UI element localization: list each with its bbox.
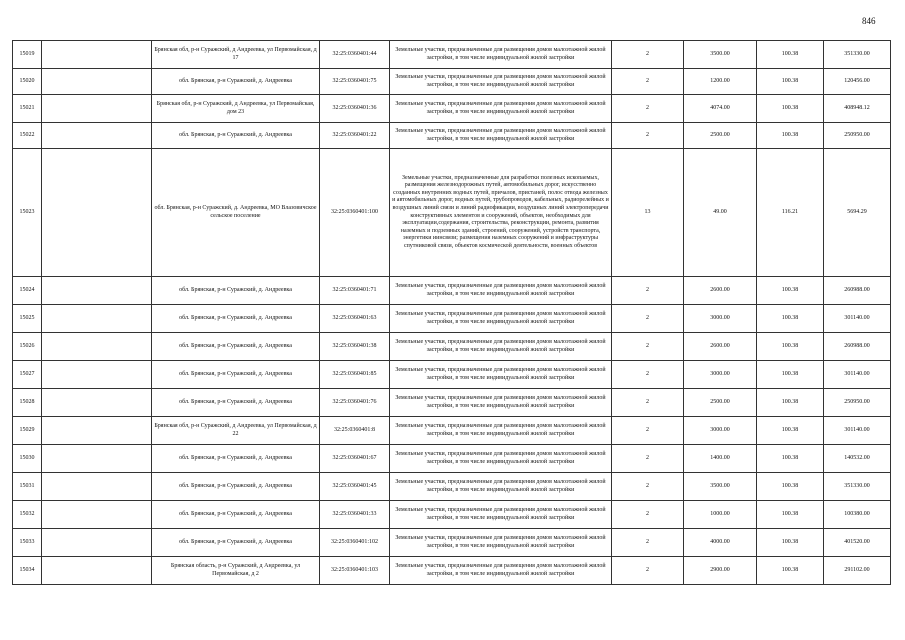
specific-value-cell: 100.38 — [757, 501, 824, 529]
table-row — [13, 445, 891, 473]
address-cell: обл. Брянская, р-н Суражский, д. Андреевка — [152, 389, 320, 417]
cadastral-value-cell: 408948.12 — [824, 95, 891, 123]
specific-value-cell: 116.21 — [757, 149, 824, 277]
cadastral-value-cell: 301140.00 — [824, 305, 891, 333]
cadastral-value-cell: 140532.00 — [824, 445, 891, 473]
specific-value-cell: 100.38 — [757, 445, 824, 473]
empty-cell — [42, 473, 152, 501]
table-row — [13, 95, 891, 123]
address-cell: обл. Брянская, р-н Суражский, д. Андреевка — [152, 277, 320, 305]
group-cell: 2 — [612, 123, 684, 149]
cadastral-number-cell: 32:25:0360401:76 — [320, 389, 390, 417]
land-use-cell: Земельные участки, предназначенные для разработки полезных ископаемых, размещения железнодорожных путей, автомобильных дорог, искусственно созданных внутренних водных путей, причалов, пристаней, полос отвода железных и автомобильных дорог, водных путей, трубопроводов, кабельных, радиорелейных и воздушных линий связи и линий радиофикации, воздушных линий электропередачи конструктивных элементов и сооружений, объектов, необходимых для эксплуатации,содержания, строительства, реконструкции, ремонта, развития наземных и подземных зданий, строений, сооружений, устройств транспорта, энергетики иинсвязи; размещения наземных сооружений и инфраструктуры спутниковой связи, объектов космической деятельности, военных объектов — [390, 149, 612, 277]
specific-value-cell: 100.38 — [757, 389, 824, 417]
specific-value-cell: 100.38 — [757, 41, 824, 69]
cadastral-value-cell: 260988.00 — [824, 277, 891, 305]
table-row — [13, 473, 891, 501]
area-cell: 3500.00 — [684, 41, 757, 69]
row-id-cell: 15019 — [13, 41, 42, 69]
land-use-cell: Земельные участки, предназначенные для размещения домов малоэтажной жилой застройки, в том числе индивидуальной жилой застройки — [390, 557, 612, 585]
row-id-cell: 15030 — [13, 445, 42, 473]
table-row — [13, 389, 891, 417]
area-cell: 2600.00 — [684, 277, 757, 305]
specific-value-cell: 100.38 — [757, 277, 824, 305]
address-cell: обл. Брянская, р-н Суражский, д. Андреевка — [152, 123, 320, 149]
cadastral-number-cell: 32:25:0360401:100 — [320, 149, 390, 277]
group-cell: 2 — [612, 333, 684, 361]
empty-cell — [42, 149, 152, 277]
empty-cell — [42, 305, 152, 333]
cadastral-value-cell: 351330.00 — [824, 473, 891, 501]
area-cell: 2500.00 — [684, 123, 757, 149]
land-use-cell: Земельные участки, предназначенные для размещения домов малоэтажной жилой застройки, в том числе индивидуальной жилой застройки — [390, 389, 612, 417]
cadastral-number-cell: 32:25:0360401:102 — [320, 529, 390, 557]
cadastral-value-cell: 260988.00 — [824, 333, 891, 361]
area-cell: 2600.00 — [684, 333, 757, 361]
empty-cell — [42, 361, 152, 389]
group-cell: 2 — [612, 389, 684, 417]
cadastral-number-cell: 32:25:0360401:75 — [320, 69, 390, 95]
table-row — [13, 557, 891, 585]
address-cell: обл. Брянская, р-н Суражский, д. Андреевка — [152, 305, 320, 333]
cadastral-number-cell: 32:25:0360401:63 — [320, 305, 390, 333]
row-id-cell: 15028 — [13, 389, 42, 417]
empty-cell — [42, 69, 152, 95]
table-row — [13, 501, 891, 529]
cadastral-number-cell: 32:25:0360401:45 — [320, 473, 390, 501]
land-use-cell: Земельные участки, предназначенные для размещения домов малоэтажной жилой застройки, в том числе индивидуальной жилой застройки — [390, 529, 612, 557]
group-cell: 2 — [612, 305, 684, 333]
empty-cell — [42, 333, 152, 361]
empty-cell — [42, 123, 152, 149]
table-row — [13, 417, 891, 445]
empty-cell — [42, 389, 152, 417]
empty-cell — [42, 557, 152, 585]
table-row — [13, 123, 891, 149]
table-row — [13, 41, 891, 69]
group-cell: 2 — [612, 445, 684, 473]
empty-cell — [42, 445, 152, 473]
empty-cell — [42, 277, 152, 305]
address-cell: Брянская обл, р-н Суражский, д Андреевка, ул Первомайская, дом 23 — [152, 95, 320, 123]
address-cell: обл. Брянская, р-н Суражский, д. Андреевка — [152, 473, 320, 501]
land-use-cell: Земельные участки, предназначенные для размещения домов малоэтажной жилой застройки, в том числе индивидуальной жилой застройки — [390, 473, 612, 501]
specific-value-cell: 100.38 — [757, 333, 824, 361]
area-cell: 1400.00 — [684, 445, 757, 473]
cadastral-number-cell: 32:25:0360401:71 — [320, 277, 390, 305]
specific-value-cell: 100.38 — [757, 361, 824, 389]
cadastral-value-table — [12, 40, 891, 585]
row-id-cell: 15033 — [13, 529, 42, 557]
area-cell: 1000.00 — [684, 501, 757, 529]
address-cell: обл. Брянская, р-н Суражский, д. Андреевка — [152, 361, 320, 389]
land-use-cell: Земельные участки, предназначенные для размещения домов малоэтажной жилой застройки, в том числе индивидуальной жилой застройки — [390, 501, 612, 529]
group-cell: 2 — [612, 69, 684, 95]
specific-value-cell: 100.38 — [757, 529, 824, 557]
address-cell: Брянская обл, р-н Суражский, д Андреевка, ул Первомайская, д 17 — [152, 41, 320, 69]
cadastral-number-cell: 32:25:0360401:22 — [320, 123, 390, 149]
area-cell: 3000.00 — [684, 417, 757, 445]
cadastral-value-cell: 5694.29 — [824, 149, 891, 277]
group-cell: 2 — [612, 557, 684, 585]
address-cell: обл. Брянская, р-н Суражский, д. Андреевка — [152, 333, 320, 361]
cadastral-value-cell: 100380.00 — [824, 501, 891, 529]
cadastral-number-cell: 32:25:0360401:38 — [320, 333, 390, 361]
specific-value-cell: 100.38 — [757, 417, 824, 445]
table-body — [13, 41, 891, 585]
page-number: 846 — [862, 16, 876, 26]
row-id-cell: 15024 — [13, 277, 42, 305]
row-id-cell: 15025 — [13, 305, 42, 333]
land-use-cell: Земельные участки, предназначенные для размещения домов малоэтажной жилой застройки, в том числе индивидуальной жилой застройки — [390, 333, 612, 361]
specific-value-cell: 100.38 — [757, 305, 824, 333]
group-cell: 2 — [612, 95, 684, 123]
area-cell: 3000.00 — [684, 361, 757, 389]
cadastral-value-cell: 301140.00 — [824, 361, 891, 389]
row-id-cell: 15026 — [13, 333, 42, 361]
land-use-cell: Земельные участки, предназначенные для размещения домов малоэтажной жилой застройки, в том числе индивидуальной жилой застройки — [390, 69, 612, 95]
group-cell: 2 — [612, 501, 684, 529]
cadastral-value-cell: 120456.00 — [824, 69, 891, 95]
cadastral-value-cell: 250950.00 — [824, 123, 891, 149]
row-id-cell: 15020 — [13, 69, 42, 95]
land-use-cell: Земельные участки, предназначенные для размещения домов малоэтажной жилой застройки, в том числе индивидуальной жилой застройки — [390, 95, 612, 123]
empty-cell — [42, 529, 152, 557]
address-cell: Брянская обл, р-н Суражский, д Андреевка, ул Первомайская, д 22 — [152, 417, 320, 445]
cadastral-number-cell: 32:25:0360401:67 — [320, 445, 390, 473]
table-row — [13, 529, 891, 557]
land-use-cell: Земельные участки, предназначенные для размещения домов малоэтажной жилой застройки, в том числе индивидуальной жилой застройки — [390, 277, 612, 305]
area-cell: 3000.00 — [684, 305, 757, 333]
specific-value-cell: 100.38 — [757, 473, 824, 501]
area-cell: 49.00 — [684, 149, 757, 277]
cadastral-number-cell: 32:25:0360401:33 — [320, 501, 390, 529]
area-cell: 3500.00 — [684, 473, 757, 501]
table-row — [13, 333, 891, 361]
cadastral-number-cell: 32:25:0360401:103 — [320, 557, 390, 585]
land-use-cell: Земельные участки, предназначенные для размещения домов малоэтажной жилой застройки, в том числе индивидуальной жилой застройки — [390, 417, 612, 445]
area-cell: 2900.00 — [684, 557, 757, 585]
row-id-cell: 15022 — [13, 123, 42, 149]
address-cell: обл. Брянская, р-н Суражский, д. Андреевка — [152, 529, 320, 557]
area-cell: 1200.00 — [684, 69, 757, 95]
specific-value-cell: 100.38 — [757, 69, 824, 95]
row-id-cell: 15021 — [13, 95, 42, 123]
table-row — [13, 149, 891, 277]
land-use-cell: Земельные участки, предназначенные для размещения домов малоэтажной жилой застройки, в том числе индивидуальной жилой застройки — [390, 123, 612, 149]
specific-value-cell: 100.38 — [757, 557, 824, 585]
specific-value-cell: 100.38 — [757, 95, 824, 123]
address-cell: обл. Брянская, р-н Суражский, д. Андреевка, МО Влазовичское сельское поселение — [152, 149, 320, 277]
area-cell: 4074.00 — [684, 95, 757, 123]
empty-cell — [42, 501, 152, 529]
area-cell: 4000.00 — [684, 529, 757, 557]
empty-cell — [42, 417, 152, 445]
land-use-cell: Земельные участки, предназначенные для размещения домов малоэтажной жилой застройки, в том числе индивидуальной жилой застройки — [390, 305, 612, 333]
table-row — [13, 69, 891, 95]
group-cell: 2 — [612, 277, 684, 305]
cadastral-value-cell: 250950.00 — [824, 389, 891, 417]
land-use-cell: Земельные участки, предназначенные для размещения домов малоэтажной жилой застройки, в том числе индивидуальной жилой застройки — [390, 361, 612, 389]
cadastral-value-cell: 351330.00 — [824, 41, 891, 69]
table-row — [13, 277, 891, 305]
row-id-cell: 15029 — [13, 417, 42, 445]
row-id-cell: 15034 — [13, 557, 42, 585]
address-cell: обл. Брянская, р-н Суражский, д. Андреевка — [152, 501, 320, 529]
cadastral-number-cell: 32:25:0360401:85 — [320, 361, 390, 389]
group-cell: 2 — [612, 41, 684, 69]
table-row — [13, 361, 891, 389]
row-id-cell: 15032 — [13, 501, 42, 529]
row-id-cell: 15023 — [13, 149, 42, 277]
specific-value-cell: 100.38 — [757, 123, 824, 149]
cadastral-value-cell: 401520.00 — [824, 529, 891, 557]
group-cell: 2 — [612, 361, 684, 389]
cadastral-value-cell: 291102.00 — [824, 557, 891, 585]
group-cell: 2 — [612, 417, 684, 445]
address-cell: Брянская область, р-н Суражский, д Андреевка, ул Первомайская, д 2 — [152, 557, 320, 585]
cadastral-value-cell: 301140.00 — [824, 417, 891, 445]
land-use-cell: Земельные участки, предназначенные для размещения домов малоэтажной жилой застройки, в том числе индивидуальной жилой застройки — [390, 41, 612, 69]
address-cell: обл. Брянская, р-н Суражский, д. Андреевка — [152, 69, 320, 95]
land-use-cell: Земельные участки, предназначенные для размещения домов малоэтажной жилой застройки, в том числе индивидуальной жилой застройки — [390, 445, 612, 473]
empty-cell — [42, 95, 152, 123]
group-cell: 2 — [612, 529, 684, 557]
row-id-cell: 15031 — [13, 473, 42, 501]
empty-cell — [42, 41, 152, 69]
table-row — [13, 305, 891, 333]
row-id-cell: 15027 — [13, 361, 42, 389]
cadastral-number-cell: 32:25:0360401:44 — [320, 41, 390, 69]
cadastral-number-cell: 32:25:0360401:8 — [320, 417, 390, 445]
area-cell: 2500.00 — [684, 389, 757, 417]
group-cell: 13 — [612, 149, 684, 277]
cadastral-number-cell: 32:25:0360401:36 — [320, 95, 390, 123]
group-cell: 2 — [612, 473, 684, 501]
address-cell: обл. Брянская, р-н Суражский, д. Андреевка — [152, 445, 320, 473]
